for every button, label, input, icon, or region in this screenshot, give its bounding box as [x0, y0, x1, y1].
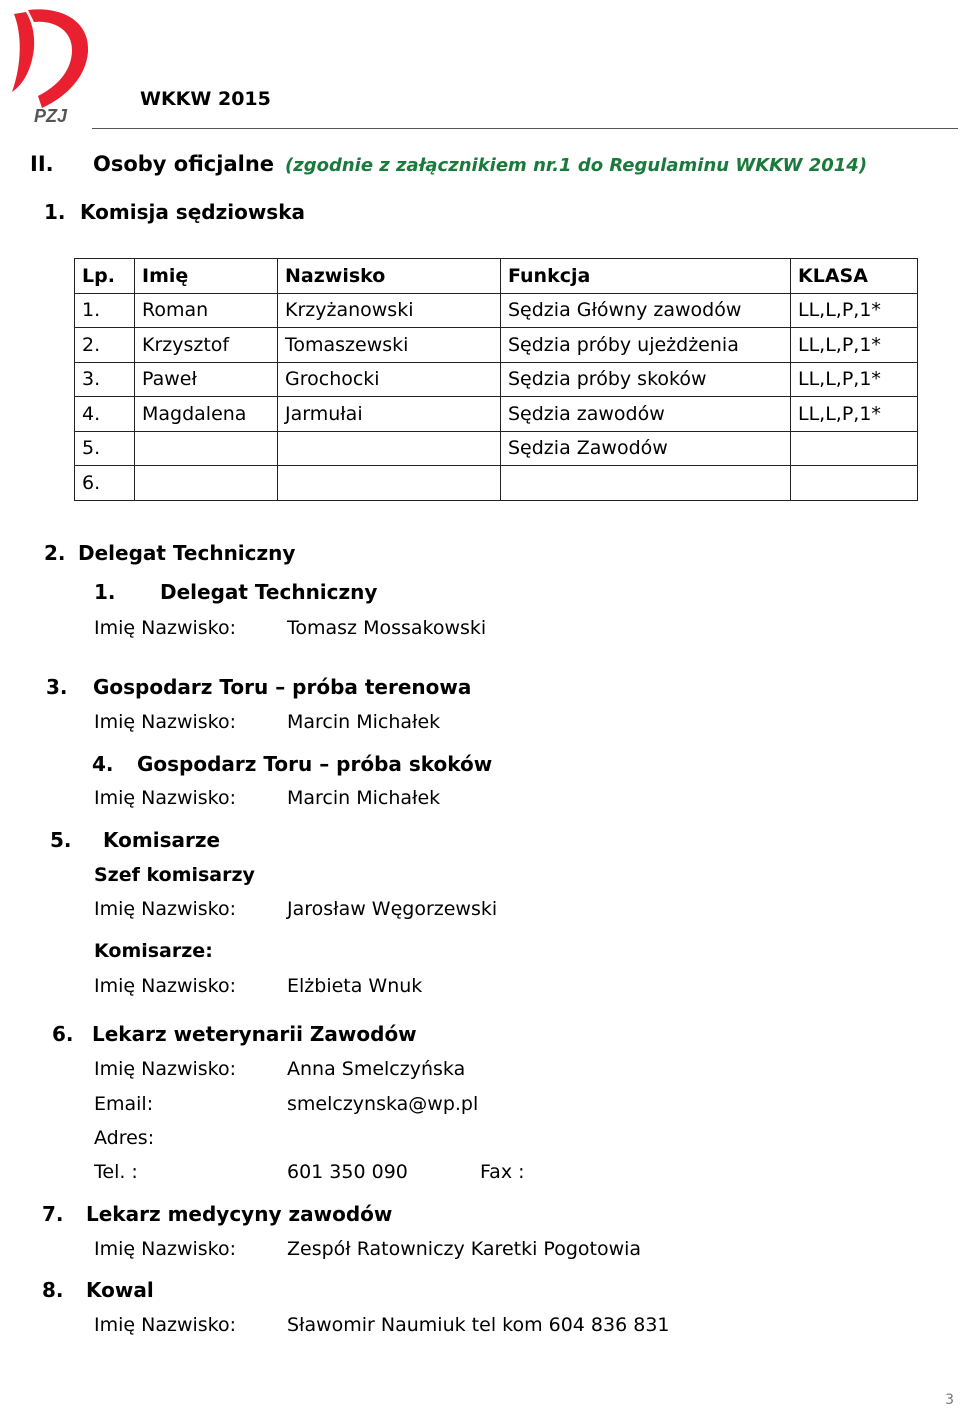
column-header: Nazwisko	[278, 259, 501, 294]
logo-text: PZJ	[34, 106, 68, 124]
section-number: II.	[30, 152, 54, 176]
pzj-logo	[8, 4, 94, 124]
cd-xc-number: 3.	[46, 675, 68, 699]
cd-sj-name-label: Imię Nazwisko:	[94, 787, 237, 809]
doctor-name: Zespół Ratowniczy Karetki Pogotowia	[287, 1238, 642, 1260]
jury-heading-number: 1.	[44, 200, 66, 224]
section-title: Osoby oficjalne	[93, 152, 275, 176]
column-header: KLASA	[791, 259, 918, 294]
table-cell: Sędzia Zawodów	[501, 431, 791, 466]
td-sub-heading: Delegat Techniczny	[160, 580, 378, 604]
table-cell: 6.	[75, 466, 135, 501]
chief-steward-name-label: Imię Nazwisko:	[94, 898, 237, 920]
column-header: Imię	[135, 259, 278, 294]
vet-fax-label: Fax :	[480, 1161, 525, 1183]
table-cell: Magdalena	[135, 397, 278, 432]
table-cell: 5.	[75, 431, 135, 466]
column-header: Lp.	[75, 259, 135, 294]
table-cell: LL,L,P,1*	[791, 362, 918, 397]
stewards-number: 5.	[50, 828, 72, 852]
header-divider	[92, 128, 958, 129]
table-row	[75, 431, 918, 466]
table-cell: 2.	[75, 328, 135, 363]
table-cell: 1.	[75, 293, 135, 328]
vet-name-label: Imię Nazwisko:	[94, 1058, 237, 1080]
chief-steward-label: Szef komisarzy	[94, 864, 255, 886]
table-cell: Roman	[135, 293, 278, 328]
td-sub-number: 1.	[94, 580, 116, 604]
td-heading-number: 2.	[44, 541, 66, 565]
table-cell: LL,L,P,1*	[791, 397, 918, 432]
table-cell: Krzysztof	[135, 328, 278, 363]
table-cell	[135, 466, 278, 501]
cd-sj-heading: Gospodarz Toru – próba skoków	[137, 752, 493, 776]
table-cell	[278, 466, 501, 501]
table-row	[75, 328, 918, 363]
td-heading: Delegat Techniczny	[78, 541, 296, 565]
table-cell: Paweł	[135, 362, 278, 397]
stewards-heading: Komisarze	[103, 828, 221, 852]
vet-email-label: Email:	[94, 1093, 154, 1115]
document-title: WKKW 2015	[140, 88, 271, 110]
cd-sj-number: 4.	[92, 752, 114, 776]
table-cell: Krzyżanowski	[278, 293, 501, 328]
vet-tel-label: Tel. :	[94, 1161, 138, 1183]
steward-name-label: Imię Nazwisko:	[94, 975, 237, 997]
cd-sj-name: Marcin Michałek	[287, 787, 441, 809]
table-cell: LL,L,P,1*	[791, 293, 918, 328]
jury-table	[74, 258, 918, 501]
table-row	[75, 293, 918, 328]
farrier-name: Sławomir Naumiuk tel kom 604 836 831	[287, 1314, 670, 1336]
table-row	[75, 397, 918, 432]
farrier-heading: Kowal	[86, 1278, 154, 1302]
page-number: 3	[945, 1392, 954, 1408]
table-cell	[791, 466, 918, 501]
table-cell: Sędzia próby skoków	[501, 362, 791, 397]
table-cell: Jarmułai	[278, 397, 501, 432]
section-note: (zgodnie z załącznikiem nr.1 do Regulaminu WKKW 2014)	[285, 155, 868, 176]
steward-name: Elżbieta Wnuk	[287, 975, 423, 997]
vet-number: 6.	[52, 1022, 74, 1046]
table-cell: Grochocki	[278, 362, 501, 397]
td-name: Tomasz Mossakowski	[287, 617, 487, 639]
farrier-name-label: Imię Nazwisko:	[94, 1314, 237, 1336]
vet-heading: Lekarz weterynarii Zawodów	[92, 1022, 417, 1046]
table-cell	[501, 466, 791, 501]
cd-xc-name-label: Imię Nazwisko:	[94, 711, 237, 733]
vet-address-label: Adres:	[94, 1127, 155, 1149]
table-cell: Sędzia zawodów	[501, 397, 791, 432]
table-cell	[135, 431, 278, 466]
farrier-number: 8.	[42, 1278, 64, 1302]
stewards-list-label: Komisarze:	[94, 940, 213, 962]
doctor-heading: Lekarz medycyny zawodów	[86, 1202, 393, 1226]
table-cell: Tomaszewski	[278, 328, 501, 363]
table-header-row	[75, 259, 918, 294]
cd-xc-heading: Gospodarz Toru – próba terenowa	[93, 675, 472, 699]
cd-xc-name: Marcin Michałek	[287, 711, 441, 733]
table-cell: LL,L,P,1*	[791, 328, 918, 363]
table-row	[75, 466, 918, 501]
doctor-name-label: Imię Nazwisko:	[94, 1238, 237, 1260]
table-cell	[278, 431, 501, 466]
column-header: Funkcja	[501, 259, 791, 294]
chief-steward-name: Jarosław Węgorzewski	[287, 898, 498, 920]
table-cell	[791, 431, 918, 466]
table-cell: 4.	[75, 397, 135, 432]
table-cell: 3.	[75, 362, 135, 397]
table-row	[75, 362, 918, 397]
vet-tel: 601 350 090	[287, 1161, 408, 1183]
jury-heading: Komisja sędziowska	[80, 200, 305, 224]
table-cell: Sędzia Główny zawodów	[501, 293, 791, 328]
vet-name: Anna Smelczyńska	[287, 1058, 466, 1080]
td-name-label: Imię Nazwisko:	[94, 617, 237, 639]
table-cell: Sędzia próby ujeżdżenia	[501, 328, 791, 363]
vet-email: smelczynska@wp.pl	[287, 1093, 479, 1115]
doctor-number: 7.	[42, 1202, 64, 1226]
